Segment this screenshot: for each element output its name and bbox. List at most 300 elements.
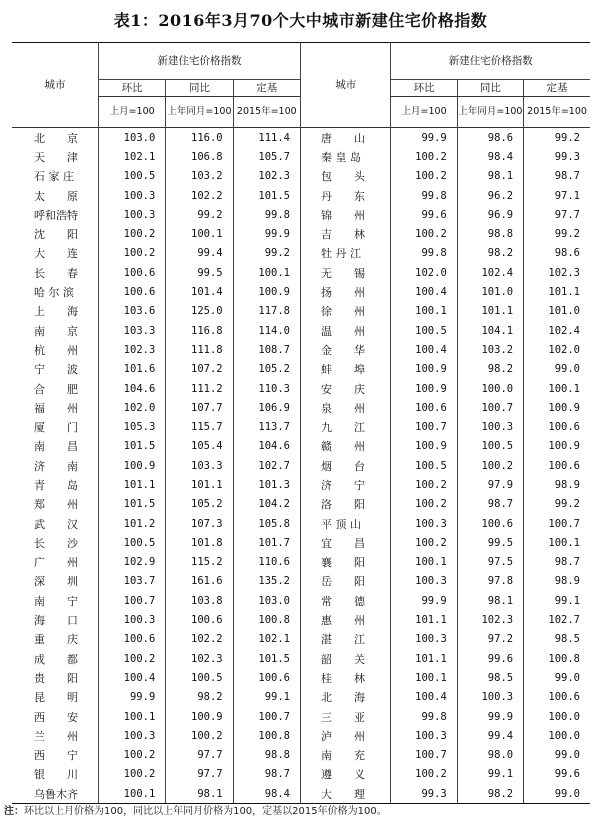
base-left: 99.2: [233, 244, 300, 263]
base-left: 108.7: [233, 340, 300, 359]
yoy-left: 100.1: [166, 224, 233, 243]
mom-right: 100.2: [391, 224, 457, 243]
yoy-right: 103.2: [457, 340, 523, 359]
base-left: 103.0: [233, 591, 300, 610]
city-name-right: 唐 山: [300, 128, 390, 148]
base-right: 99.0: [524, 784, 590, 804]
yoy-right: 97.2: [457, 630, 523, 649]
mom-right: 100.2: [391, 495, 457, 514]
base-right: 99.2: [524, 128, 590, 148]
yoy-left: 116.0: [166, 128, 233, 148]
yoy-right: 101.0: [457, 282, 523, 301]
city-name-right: 济 宁: [300, 475, 390, 494]
base-right: 99.2: [524, 495, 590, 514]
base-left: 98.7: [233, 765, 300, 784]
mom-left: 101.5: [98, 495, 165, 514]
base-left: 117.8: [233, 302, 300, 321]
base-left: 102.3: [233, 167, 300, 186]
city-name-left: 青 岛: [34, 478, 78, 492]
city-name-right: 丹 东: [300, 186, 390, 205]
header-base-right: 定基: [524, 80, 590, 97]
yoy-left: 107.2: [166, 360, 233, 379]
base-right: 102.4: [524, 321, 590, 340]
city-name-left: 哈 尔 滨: [34, 286, 74, 300]
mom-right: 100.3: [391, 630, 457, 649]
mom-left: 104.6: [98, 379, 165, 398]
base-right: 98.7: [524, 167, 590, 186]
header-mom-right: 环比: [391, 80, 457, 97]
mom-left: 101.1: [98, 475, 165, 494]
mom-right: 100.5: [391, 321, 457, 340]
yoy-left: 101.1: [166, 475, 233, 494]
base-right: 98.5: [524, 630, 590, 649]
mom-left: 101.5: [98, 437, 165, 456]
base-right: 100.0: [524, 726, 590, 745]
city-name-right: 宜 昌: [300, 533, 390, 552]
base-right: 99.1: [524, 591, 590, 610]
city-name-left: 济 南: [34, 459, 78, 473]
base-right: 100.6: [524, 688, 590, 707]
header-city-right: 城市: [300, 43, 390, 128]
base-right: 102.0: [524, 340, 590, 359]
base-right: 100.9: [524, 398, 590, 417]
base-left: 99.9: [233, 224, 300, 243]
table-row: [12, 746, 590, 765]
table-row: [12, 475, 590, 494]
yoy-right: 98.7: [457, 495, 523, 514]
yoy-right: 98.8: [457, 224, 523, 243]
mom-right: 99.8: [391, 186, 457, 205]
base-left: 100.6: [233, 668, 300, 687]
mom-left: 100.2: [98, 224, 165, 243]
yoy-left: 107.7: [166, 398, 233, 417]
base-left: 105.2: [233, 360, 300, 379]
mom-right: 99.8: [391, 244, 457, 263]
mom-left: 101.6: [98, 360, 165, 379]
base-left: 101.5: [233, 186, 300, 205]
table-row: [12, 456, 590, 475]
base-left: 99.1: [233, 688, 300, 707]
yoy-right: 97.9: [457, 475, 523, 494]
base-right: 99.3: [524, 147, 590, 166]
base-left: 101.5: [233, 649, 300, 668]
base-left: 110.3: [233, 379, 300, 398]
base-right: 100.0: [524, 707, 590, 726]
mom-left: 100.1: [98, 707, 165, 726]
city-name-left: 广 州: [34, 556, 78, 570]
yoy-right: 98.2: [457, 360, 523, 379]
base-right: 99.0: [524, 360, 590, 379]
city-name-right: 北 海: [300, 688, 390, 707]
table-row: [12, 553, 590, 572]
base-right: 100.6: [524, 417, 590, 436]
base-right: 99.0: [524, 746, 590, 765]
yoy-right: 102.3: [457, 610, 523, 629]
base-right: 98.6: [524, 244, 590, 263]
header-city-left: 城市: [12, 43, 98, 128]
city-name-left: 厦 门: [34, 421, 78, 435]
mom-left: 102.3: [98, 340, 165, 359]
mom-right: 99.9: [391, 591, 457, 610]
yoy-right: 100.3: [457, 688, 523, 707]
yoy-right: 98.0: [457, 746, 523, 765]
city-name-right: 惠 州: [300, 610, 390, 629]
city-name-left: 贵 阳: [34, 671, 78, 685]
mom-right: 100.3: [391, 572, 457, 591]
city-name-left: 太 原: [34, 189, 78, 203]
city-name-right: 岳 阳: [300, 572, 390, 591]
mom-right: 100.2: [391, 475, 457, 494]
table-row: [12, 186, 590, 205]
yoy-left: 116.8: [166, 321, 233, 340]
city-name-left: 昆 明: [34, 691, 78, 705]
city-name-left: 西 宁: [34, 749, 78, 763]
table-row: [12, 649, 590, 668]
yoy-right: 98.2: [457, 244, 523, 263]
base-left: 104.2: [233, 495, 300, 514]
city-name-left: 南 京: [34, 324, 78, 338]
yoy-right: 97.8: [457, 572, 523, 591]
header-group-right: 新建住宅价格指数: [391, 43, 590, 80]
city-name-right: 包 头: [300, 167, 390, 186]
mom-left: 100.9: [98, 456, 165, 475]
yoy-left: 102.2: [166, 186, 233, 205]
yoy-left: 115.7: [166, 417, 233, 436]
mom-left: 100.2: [98, 765, 165, 784]
base-left: 135.2: [233, 572, 300, 591]
table-row: [12, 147, 590, 166]
mom-right: 100.2: [391, 147, 457, 166]
base-right: 100.1: [524, 533, 590, 552]
mom-left: 100.3: [98, 205, 165, 224]
yoy-right: 100.0: [457, 379, 523, 398]
city-name-right: 赣 州: [300, 437, 390, 456]
base-right: 99.2: [524, 224, 590, 243]
table-row: [12, 707, 590, 726]
mom-right: 100.7: [391, 417, 457, 436]
city-name-right: 安 庆: [300, 379, 390, 398]
mom-left: 100.6: [98, 263, 165, 282]
yoy-left: 100.2: [166, 726, 233, 745]
mom-right: 100.9: [391, 360, 457, 379]
mom-left: 100.5: [98, 167, 165, 186]
mom-right: 99.3: [391, 784, 457, 804]
city-name-right: 大 理: [300, 784, 390, 804]
header-base-left: 定基: [233, 80, 300, 97]
city-name-right: 洛 阳: [300, 495, 390, 514]
mom-right: 100.5: [391, 456, 457, 475]
city-name-left: 重 庆: [34, 633, 78, 647]
base-right: 99.6: [524, 765, 590, 784]
base-right: 98.9: [524, 475, 590, 494]
base-right: 97.1: [524, 186, 590, 205]
yoy-left: 101.8: [166, 533, 233, 552]
base-right: 97.7: [524, 205, 590, 224]
city-name-left: 宁 波: [34, 363, 78, 377]
yoy-right: 99.9: [457, 707, 523, 726]
base-left: 113.7: [233, 417, 300, 436]
table-row: [12, 244, 590, 263]
mom-right: 100.4: [391, 282, 457, 301]
base-right: 100.1: [524, 379, 590, 398]
footnote-text: 环比以上月价格为100，同比以上年同月价格为100，定基以2015年价格为100。: [24, 806, 387, 817]
city-name-left: 上 海: [34, 305, 78, 319]
mom-right: 100.9: [391, 437, 457, 456]
yoy-left: 161.6: [166, 572, 233, 591]
mom-left: 102.1: [98, 147, 165, 166]
mom-right: 99.6: [391, 205, 457, 224]
city-name-left: 银 川: [34, 768, 78, 782]
base-right: 102.7: [524, 610, 590, 629]
base-left: 98.4: [233, 784, 300, 804]
base-left: 106.9: [233, 398, 300, 417]
base-right: 101.0: [524, 302, 590, 321]
yoy-left: 103.8: [166, 591, 233, 610]
city-name-left: 长 春: [34, 266, 78, 280]
city-name-left: 武 汉: [34, 517, 78, 531]
mom-left: 100.6: [98, 282, 165, 301]
table-title: 表1：2016年3月70个大中城市新建住宅价格指数: [113, 11, 488, 30]
city-name-right: 锦 州: [300, 205, 390, 224]
city-name-right: 扬 州: [300, 282, 390, 301]
mom-left: 101.2: [98, 514, 165, 533]
city-name-left: 北 京: [12, 128, 98, 148]
mom-right: 100.1: [391, 668, 457, 687]
yoy-left: 105.4: [166, 437, 233, 456]
yoy-right: 98.5: [457, 668, 523, 687]
base-left: 100.8: [233, 610, 300, 629]
header-base2-right: 上年同月=100: [457, 97, 523, 128]
table-row: [12, 302, 590, 321]
base-left: 104.6: [233, 437, 300, 456]
yoy-left: 99.4: [166, 244, 233, 263]
mom-right: 99.8: [391, 707, 457, 726]
base-right: 102.3: [524, 263, 590, 282]
yoy-right: 99.6: [457, 649, 523, 668]
yoy-left: 106.8: [166, 147, 233, 166]
header-base3-left: 2015年=100: [233, 97, 300, 128]
table-row: [12, 417, 590, 436]
city-name-right: 吉 林: [300, 224, 390, 243]
city-name-left: 兰 州: [34, 729, 78, 743]
yoy-left: 101.4: [166, 282, 233, 301]
base-left: 102.7: [233, 456, 300, 475]
table-row: [12, 630, 590, 649]
table-row: [12, 784, 590, 804]
yoy-right: 98.1: [457, 167, 523, 186]
header-base3-right: 2015年=100: [524, 97, 590, 128]
city-name-right: 温 州: [300, 321, 390, 340]
yoy-right: 100.2: [457, 456, 523, 475]
yoy-right: 100.3: [457, 417, 523, 436]
yoy-right: 98.4: [457, 147, 523, 166]
header-yoy-right: 同比: [457, 80, 523, 97]
city-name-left: 郑 州: [34, 498, 78, 512]
mom-left: 103.6: [98, 302, 165, 321]
yoy-right: 97.5: [457, 553, 523, 572]
yoy-left: 97.7: [166, 746, 233, 765]
city-name-right: 金 华: [300, 340, 390, 359]
city-name-right: 蚌 埠: [300, 360, 390, 379]
city-name-left: 长 沙: [34, 536, 78, 550]
mom-right: 100.2: [391, 167, 457, 186]
city-name-right: 襄 阳: [300, 553, 390, 572]
city-name-left: 南 宁: [34, 594, 78, 608]
table-row: [12, 282, 590, 301]
base-left: 100.8: [233, 726, 300, 745]
city-name-right: 韶 关: [300, 649, 390, 668]
mom-right: 100.4: [391, 688, 457, 707]
mom-left: 100.3: [98, 610, 165, 629]
mom-left: 103.0: [98, 128, 165, 148]
base-left: 98.8: [233, 746, 300, 765]
city-name-left: 福 州: [34, 401, 78, 415]
mom-right: 100.6: [391, 398, 457, 417]
header-mom-left: 环比: [98, 80, 165, 97]
base-left: 100.7: [233, 707, 300, 726]
mom-left: 100.2: [98, 746, 165, 765]
table-row: [12, 765, 590, 784]
header-base1-right: 上月=100: [391, 97, 457, 128]
yoy-right: 98.6: [457, 128, 523, 148]
city-name-right: 遵 义: [300, 765, 390, 784]
city-name-left: 沈 阳: [34, 228, 78, 242]
yoy-left: 99.5: [166, 263, 233, 282]
city-name-left: 深 圳: [34, 575, 78, 589]
yoy-right: 98.1: [457, 591, 523, 610]
yoy-right: 98.2: [457, 784, 523, 804]
yoy-right: 99.4: [457, 726, 523, 745]
base-right: 100.8: [524, 649, 590, 668]
yoy-right: 96.9: [457, 205, 523, 224]
yoy-left: 100.9: [166, 707, 233, 726]
yoy-left: 99.2: [166, 205, 233, 224]
yoy-left: 115.2: [166, 553, 233, 572]
city-name-left: 南 昌: [34, 440, 78, 454]
mom-left: 102.0: [98, 398, 165, 417]
table-row: [12, 379, 590, 398]
city-name-left: 乌鲁木齐: [12, 784, 98, 804]
city-name-right: 南 充: [300, 746, 390, 765]
mom-right: 101.1: [391, 610, 457, 629]
mom-right: 101.1: [391, 649, 457, 668]
base-right: 100.6: [524, 456, 590, 475]
city-name-right: 三 亚: [300, 707, 390, 726]
yoy-left: 111.8: [166, 340, 233, 359]
yoy-left: 103.2: [166, 167, 233, 186]
base-right: 100.9: [524, 437, 590, 456]
mom-right: 100.3: [391, 726, 457, 745]
yoy-right: 96.2: [457, 186, 523, 205]
yoy-left: 100.5: [166, 668, 233, 687]
city-name-right: 烟 台: [300, 456, 390, 475]
yoy-right: 102.4: [457, 263, 523, 282]
mom-left: 100.3: [98, 186, 165, 205]
city-name-left: 石 家 庄: [34, 170, 74, 184]
price-index-table: [12, 42, 590, 804]
mom-left: 105.3: [98, 417, 165, 436]
base-right: 98.7: [524, 553, 590, 572]
base-right: 100.7: [524, 514, 590, 533]
yoy-left: 103.3: [166, 456, 233, 475]
city-name-right: 牡 丹 江: [300, 244, 390, 263]
yoy-right: 104.1: [457, 321, 523, 340]
yoy-right: 101.1: [457, 302, 523, 321]
table-row: [12, 128, 590, 148]
base-right: 98.9: [524, 572, 590, 591]
mom-left: 100.2: [98, 244, 165, 263]
mom-left: 100.5: [98, 533, 165, 552]
base-left: 101.3: [233, 475, 300, 494]
base-right: 101.1: [524, 282, 590, 301]
yoy-right: 100.5: [457, 437, 523, 456]
mom-left: 100.7: [98, 591, 165, 610]
mom-left: 103.3: [98, 321, 165, 340]
yoy-left: 98.2: [166, 688, 233, 707]
mom-right: 100.2: [391, 533, 457, 552]
table-row: [12, 321, 590, 340]
base-left: 114.0: [233, 321, 300, 340]
mom-right: 100.1: [391, 302, 457, 321]
table-body: [12, 128, 590, 804]
city-name-right: 湛 江: [300, 630, 390, 649]
header-base1-left: 上月=100: [98, 97, 165, 128]
table-row: [12, 224, 590, 243]
city-name-left: 大 连: [34, 247, 78, 261]
table-row: [12, 668, 590, 687]
mom-left: 99.9: [98, 688, 165, 707]
base-left: 102.1: [233, 630, 300, 649]
mom-right: 99.9: [391, 128, 457, 148]
city-name-right: 桂 林: [300, 668, 390, 687]
base-left: 101.7: [233, 533, 300, 552]
yoy-left: 105.2: [166, 495, 233, 514]
yoy-left: 111.2: [166, 379, 233, 398]
mom-left: 103.7: [98, 572, 165, 591]
yoy-left: 98.1: [166, 784, 233, 804]
footnote: [4, 802, 387, 817]
mom-right: 100.1: [391, 553, 457, 572]
city-name-left: 海 口: [34, 614, 78, 628]
table-row: [12, 205, 590, 224]
city-name-right: 平 顶 山: [300, 514, 390, 533]
city-name-left: 杭 州: [34, 343, 78, 357]
city-name-right: 九 江: [300, 417, 390, 436]
mom-left: 100.1: [98, 784, 165, 804]
mom-right: 100.4: [391, 340, 457, 359]
city-name-left: 天 津: [34, 150, 78, 164]
header-group-left: 新建住宅价格指数: [98, 43, 300, 80]
base-right: 99.0: [524, 668, 590, 687]
base-left: 110.6: [233, 553, 300, 572]
city-name-left: 西 安: [34, 710, 78, 724]
city-name-right: 常 德: [300, 591, 390, 610]
yoy-left: 102.3: [166, 649, 233, 668]
header-base2-left: 上年同月=100: [166, 97, 233, 128]
mom-left: 100.6: [98, 630, 165, 649]
header-yoy-left: 同比: [166, 80, 233, 97]
mom-right: 100.2: [391, 765, 457, 784]
city-name-left: 合 肥: [34, 382, 78, 396]
city-name-right: 秦 皇 岛: [300, 147, 390, 166]
base-left: 100.9: [233, 282, 300, 301]
mom-left: 100.4: [98, 668, 165, 687]
mom-right: 100.3: [391, 514, 457, 533]
table-row: [12, 533, 590, 552]
base-left: 105.7: [233, 147, 300, 166]
yoy-left: 100.6: [166, 610, 233, 629]
mom-right: 102.0: [391, 263, 457, 282]
